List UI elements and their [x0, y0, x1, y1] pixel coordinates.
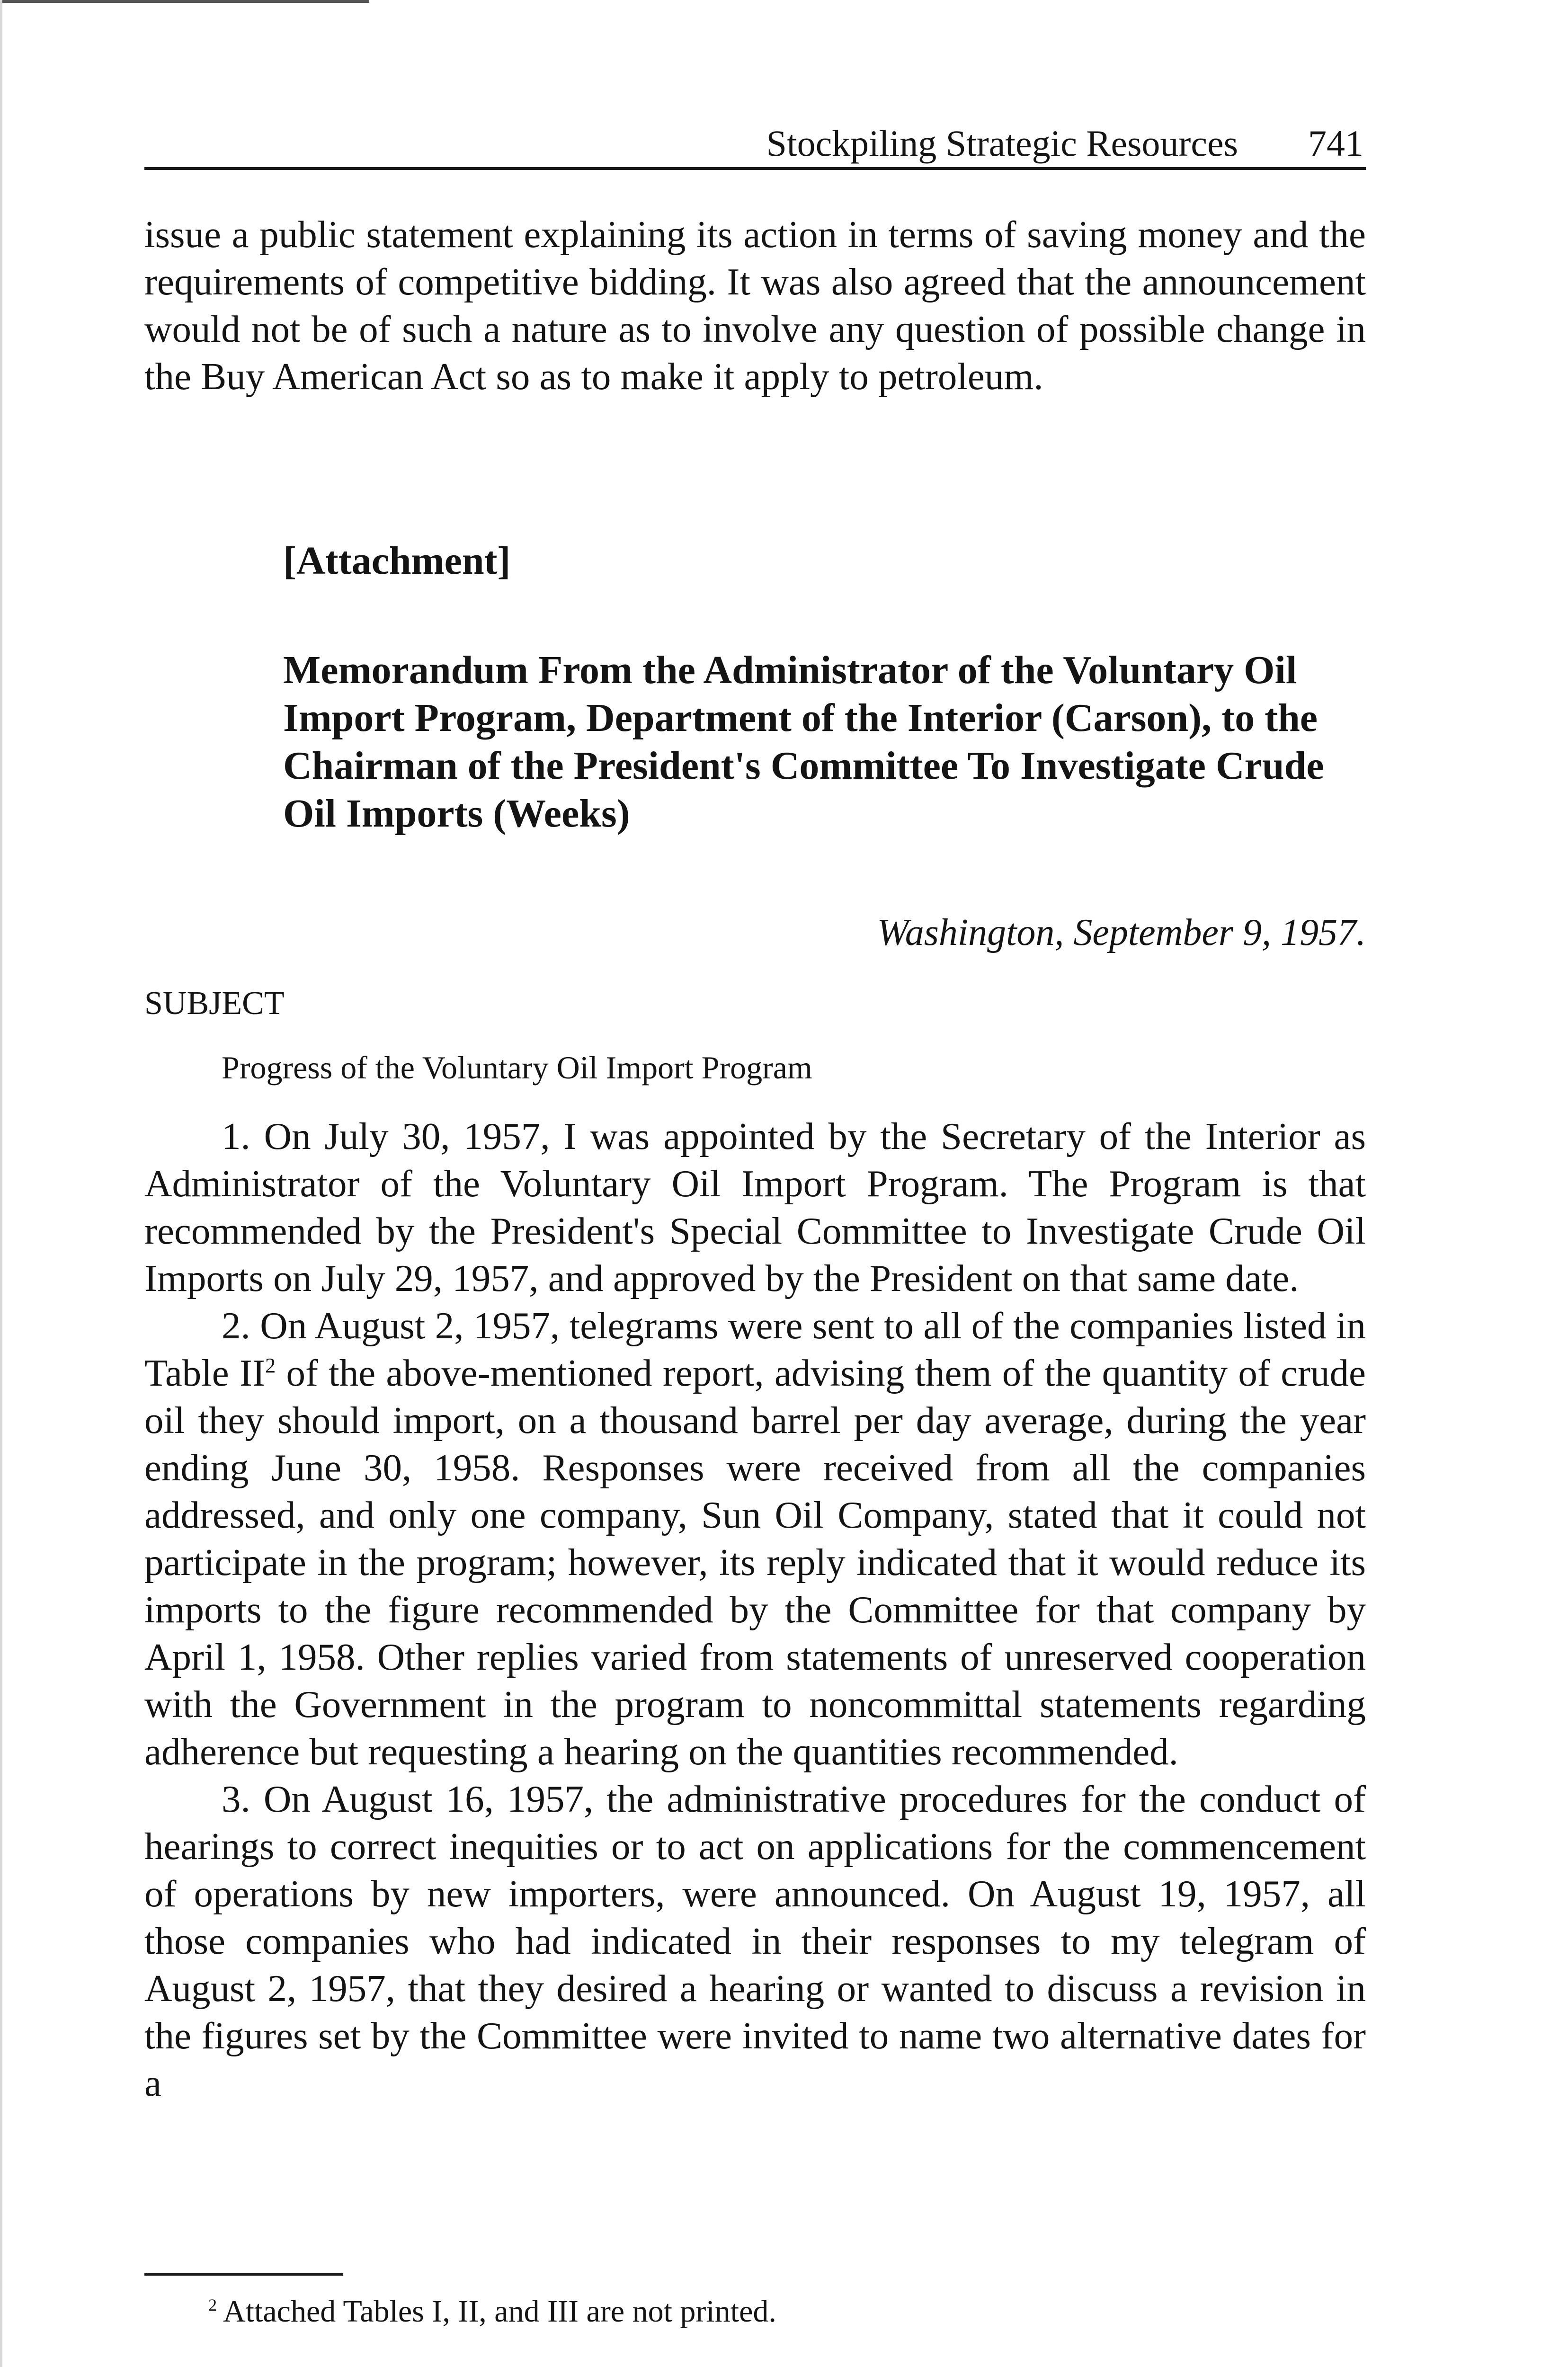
page-number: 741	[1308, 123, 1363, 164]
paragraph-2-before-ref: 2. On August 2, 1957, telegrams were sent to all of the companies listed in Table II	[144, 1304, 1366, 1394]
page-edge-left	[0, 0, 2, 2367]
page-edge-top	[0, 0, 369, 3]
running-header	[144, 122, 1366, 165]
intro-paragraph: issue a public statement explaining its action in terms of saving money and the requirements of competitive bidding. It was also agreed that the announcement would not be of such a nature as to involve any question of possible change in the Buy American Act so as to make it apply to petroleum.	[144, 213, 1366, 398]
paragraph-2	[144, 1302, 1366, 1775]
footnote-reference: 2	[265, 1353, 276, 1377]
subject-text: Progress of the Voluntary Oil Import Program	[222, 1050, 812, 1086]
paragraph-1: 1. On July 30, 1957, I was appointed by the Secretary of the Interior as Administrator of the Voluntary Oil Import Program. The Program is that recommended by the President's Special Committee to Investigate Crude Oil Imports on July 29, 1957, and approved by the President on that same date.	[144, 1115, 1366, 1299]
dateline: Washington, September 9, 1957.	[877, 912, 1366, 953]
subject-label: SUBJECT	[144, 985, 285, 1022]
footnote-marker: 2	[208, 2296, 217, 2314]
attachment-heading: [Attachment]	[283, 539, 511, 583]
memo-title: Memorandum From the Administrator of the Voluntary Oil Import Program, Department of the Interior (Carson), to the Chairman of the President's Committee To Investigate Crude Oil Imports (Weeks)	[283, 648, 1324, 836]
footnote	[208, 2290, 776, 2333]
footnote-text: Attached Tables I, II, and III are not printed.	[217, 2294, 776, 2329]
memo-body	[144, 1112, 1366, 2107]
footnote-rule	[144, 2273, 343, 2276]
paragraph-2-after-ref: of the above-mentioned report, advising them of the quantity of crude oil they should import, on a thousand barrel per day average, during the year ending June 30, 1958. Responses were received from all the companies addressed, and only one company, Sun Oil Company, stated that it could not participate in the program; however, its reply indicated that it would reduce its imports to the figure recommended by the Committee for that company by April 1, 1958. Other replies varied from statements of unreserved cooperation with the Government in the program to noncommittal statements regarding adherence but requesting a hearing on the quantities recommended.	[144, 1352, 1366, 1773]
running-title: Stockpiling Strategic Resources	[766, 123, 1238, 164]
paragraph-3: 3. On August 16, 1957, the administrative procedures for the conduct of hearings to correct inequities or to act on applications for the commencement of operations by new importers, were announced. On August 19, 1957, all those companies who had indicated in their responses to my telegram of August 2, 1957, that they desired a hearing or wanted to discuss a revision in the figures set by the Committee were invited to name two alternative dates for a	[144, 1778, 1366, 2104]
header-rule	[144, 167, 1366, 170]
